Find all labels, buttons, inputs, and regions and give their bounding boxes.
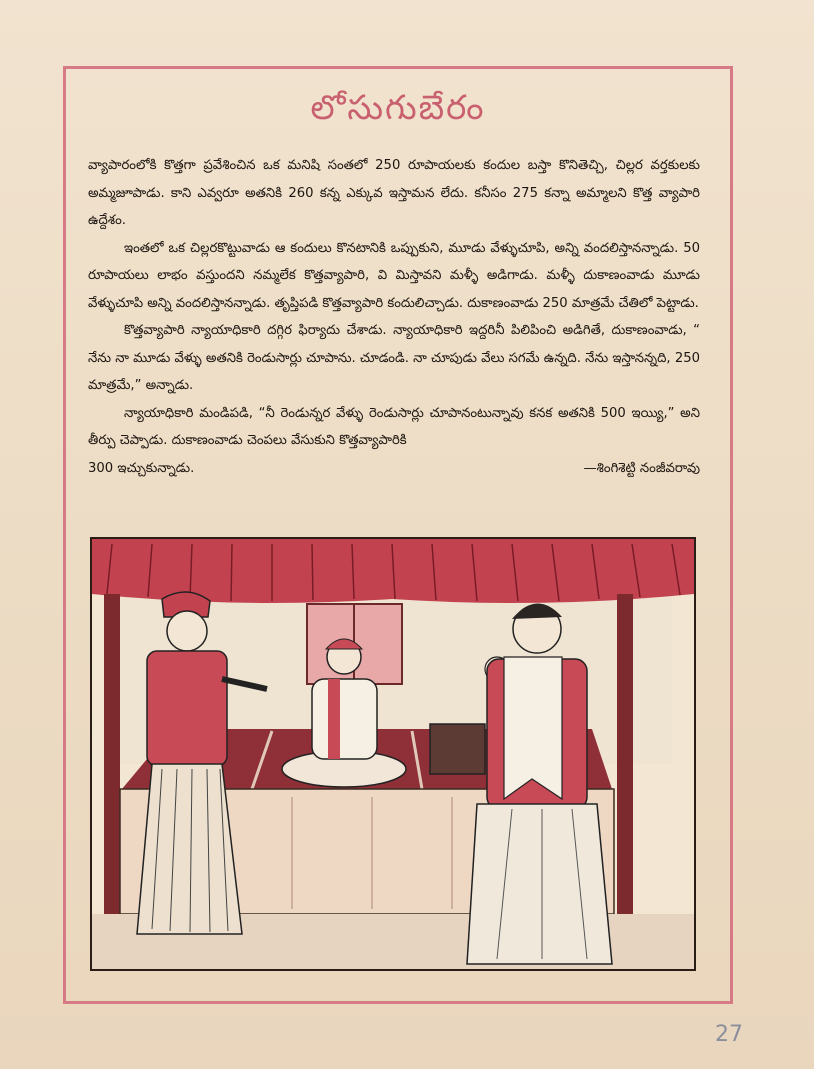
page-number: 27 bbox=[715, 1022, 743, 1047]
illustration-drawing bbox=[92, 539, 694, 969]
paragraph-1: వ్యాపారంలోకి కొత్తగా ప్రవేశించిన ఒక మనిషి సంతలో 250 రూపాయలకు కందుల బస్తా కొనితెచ్చి, చిల్లర వర్తకులకు అమ్మజూపాడు. కాని ఎవ్వరూ అతనికి 260 కన్న ఎక్కువ ఇస్తామన లేదు. కనీసం 275 కన్నా అమ్మాలని కొత్త వ్యాపారి ఉద్దేశం. bbox=[88, 158, 700, 228]
author-credit: —శింగిశెట్టి నంజీవరావు bbox=[583, 460, 700, 476]
closing-line bbox=[88, 455, 700, 483]
story-text bbox=[88, 152, 700, 482]
story-illustration bbox=[90, 537, 696, 971]
paragraph-2: ఇంతలో ఒక చిల్లరకొట్టువాడు ఆ కందులు కొనటానికి ఒప్పుకుని, మూడు వేళ్ళుచూపి, అన్ని వందలిస్తానన్నాడు. 50 రూపాయలు లాభం వస్తుందని నమ్మలేక కొత్తవ్యాపారి, వి మిస్తావని మళ్ళీ అడిగాడు. మళ్ళీ దుకాణంవాడు మూడు వేళ్ళుచూపి అన్ని వందలిస్తానన్నాడు. తృప్తిపడి కొత్తవ్యాపారి కందులిచ్చాడు. దుకాణంవాడు 250 మాత్రమే చేతిలో పెట్టాడు. bbox=[88, 240, 700, 311]
closing-text: 300 ఇచ్చుకున్నాడు. bbox=[88, 460, 195, 476]
story-title: లోసుగుబేరం bbox=[310, 88, 486, 128]
paragraph-3: కొత్తవ్యాపారి న్యాయాధికారి దగ్గిర ఫిర్యాదు చేశాడు. న్యాయాధికారి ఇద్దరినీ పిలిపించి అడిగితే, దుకాణంవాడు, “ నేను నా మూడు వేళ్ళు అతనికి రెండుసార్లు చూపాను. చూడండి. నా చూపుడు వేలు సగమే ఉన్నది. నేను ఇస్తానన్నది, 250 మాత్రమే,” అన్నాడు. bbox=[88, 323, 700, 393]
paragraph-4: న్యాయాధికారి మండిపడి, “నీ రెండున్నర వేళ్ళు రెండుసార్లు చూపానంటున్నావు కనక అతనికి 500 ఇయ్యి,” అని తీర్పు చెప్పాడు. దుకాణంవాడు చెంపలు వేసుకుని కొత్తవ్యాపారికి bbox=[88, 405, 700, 448]
